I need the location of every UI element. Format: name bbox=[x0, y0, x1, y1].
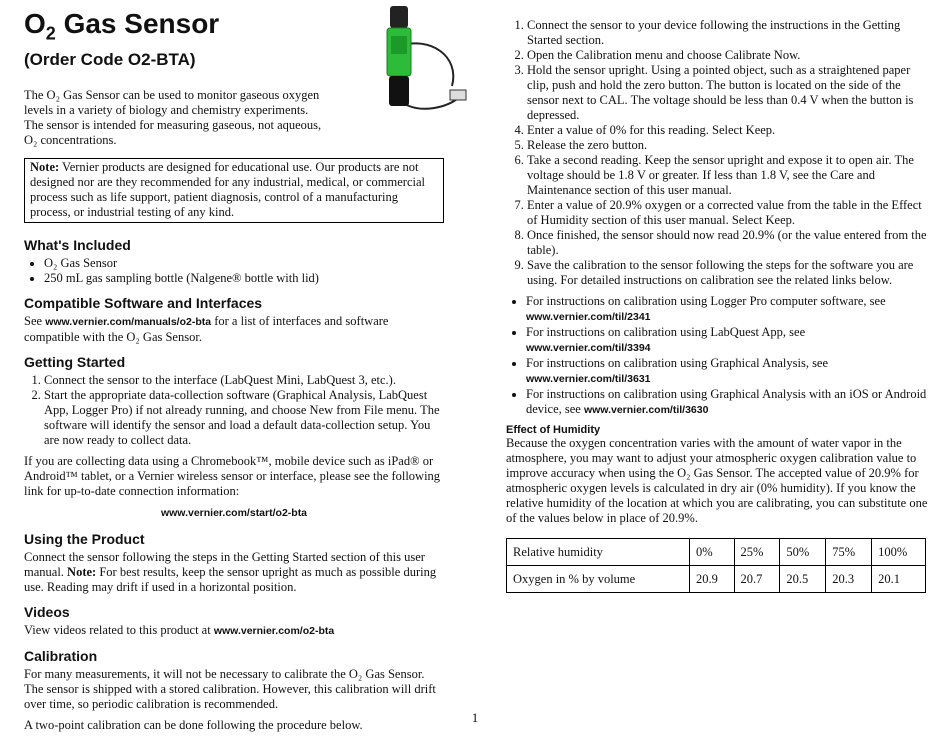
list-item: 3. Hold the sensor upright. Using a pointed object, such as a straightened paper clip, push and hold the zero button. The button is located on the side of the sensor next to CAL. The voltage should be less than 0.4 V when the button is depressed. bbox=[527, 63, 928, 123]
right-column bbox=[506, 18, 928, 593]
order-code: (Order Code O2-BTA) bbox=[24, 49, 196, 69]
section-heading: What's Included bbox=[24, 236, 131, 253]
til-link[interactable]: www.vernier.com/til/2341 bbox=[526, 311, 651, 323]
videos-link[interactable]: www.vernier.com/o2-bta bbox=[213, 624, 335, 637]
section-heading: Compatible Software and Interfaces bbox=[24, 294, 263, 311]
list-item: 8. Once finished, the sensor should now read 20.9% (or the value entered from the table). bbox=[527, 228, 928, 258]
chromebook-paragraph: If you are collecting data using a Chromebook™, mobile device such as iPad® or Android™ tablet, or a Vernier wireless sensor or interface, please see the following link for up-to-date connection information: bbox=[24, 453, 441, 498]
table-cell: 20.1 bbox=[872, 566, 926, 593]
table-cell: 20.3 bbox=[826, 566, 872, 593]
table-cell: 20.7 bbox=[734, 566, 780, 593]
compatible-section: Compatible Software and Interfaces See www.vernier.com/manuals/o2-bta for a list of interfaces and software compatible with the O₂ Gas Sensor. bbox=[24, 295, 444, 345]
list-item: • O₂ Gas Sensor bbox=[44, 256, 444, 271]
list-item: • For instructions on calibration using Graphical Analysis with an iOS or Android device, see www.vernier.com/til/3630 bbox=[526, 387, 928, 418]
page-title: $O_2$ Gas Sensor bbox=[24, 8, 220, 44]
list-item: • For instructions on calibration using LabQuest App, see www.vernier.com/til/3394 bbox=[526, 325, 928, 356]
left-column bbox=[24, 0, 444, 742]
list-item: 7. Enter a value of 20.9% oxygen or a corrected value from the table in the Effect of Humidity section of this user manual. Select Keep. bbox=[527, 198, 928, 228]
til-link[interactable]: www.vernier.com/til/3631 bbox=[526, 373, 651, 385]
page-number: 1 bbox=[471, 710, 479, 725]
list-item: 9. Save the calibration to the sensor following the steps for the software you are using. For detailed instructions on calibration see the related links below. bbox=[527, 258, 928, 288]
getting-started-steps bbox=[24, 373, 444, 448]
table-row bbox=[507, 566, 926, 593]
table-cell: 100% bbox=[872, 539, 926, 566]
humidity-paragraph: Because the oxygen concentration varies with the amount of water vapor in the atmosphere, you may want to adjust your atmospheric oxygen calibration value to improve accuracy when using the O₂ Gas Sensor. The accepted value of 20.9% for atmospheric oxygen levels is calculated in dry air (0% humidity). If you know the relative humidity of the location at which you are calibrating, you can substitute one of the values below in place of 20.9%. bbox=[506, 436, 928, 525]
getting-started-section bbox=[24, 354, 444, 521]
included-list bbox=[24, 256, 444, 286]
list-item: • For instructions on calibration using Logger Pro computer software, see www.vernier.com/til/2341 bbox=[526, 294, 928, 325]
section-heading: Using the Product bbox=[24, 530, 145, 547]
start-link[interactable]: www.vernier.com/start/o2-bta bbox=[160, 506, 308, 519]
humidity-heading: Effect of Humidity bbox=[506, 424, 601, 436]
table-cell: Relative humidity bbox=[507, 539, 690, 566]
table-cell: Oxygen in % by volume bbox=[507, 566, 690, 593]
table-cell: 20.5 bbox=[780, 566, 826, 593]
calibration-section: Calibration For many measurements, it will not be necessary to calibrate the O₂ Gas Sensor. The sensor is shipped with a stored calibration. However, this calibration will drift over time, so periodic calibration is recommended. A two-point calibration can be done following the procedure below. bbox=[24, 648, 444, 733]
list-item: 1. Connect the sensor to your device following the instructions in the Getting Started section. bbox=[527, 18, 928, 48]
manual-link[interactable]: www.vernier.com/manuals/o2-bta bbox=[45, 315, 212, 328]
videos-section: Videos View videos related to this product at www.vernier.com/o2-bta bbox=[24, 604, 444, 639]
humidity-table bbox=[506, 538, 926, 593]
til-link[interactable]: www.vernier.com/til/3394 bbox=[526, 342, 651, 354]
list-item: 2. Start the appropriate data-collection software (Graphical Analysis, LabQuest App, Logger Pro) if not already running, and choose New from File menu. The software will identify the sensor and load a default data-collection setup. You are now ready to collect data. bbox=[44, 388, 444, 448]
calibration-links bbox=[506, 294, 928, 418]
whats-included-section bbox=[24, 237, 444, 286]
table-cell: 20.9 bbox=[690, 566, 735, 593]
section-heading: Videos bbox=[24, 603, 70, 620]
table-cell: 50% bbox=[780, 539, 826, 566]
using-product-section: Using the Product Connect the sensor following the steps in the Getting Started section of this user manual. Note: For best results, keep the sensor upright as much as possible during use. Reading may drift if used in a horizontal position. bbox=[24, 531, 444, 595]
list-item: 6. Take a second reading. Keep the sensor upright and expose it to open air. The voltage should be 1.8 V or greater. If less than 1.8 V, see the Care and Maintenance section of this user manual. bbox=[527, 153, 928, 198]
sensor-photo bbox=[360, 6, 470, 118]
list-item: 4. Enter a value of 0% for this reading. Select Keep. bbox=[527, 123, 928, 138]
intro-paragraph: The O₂ Gas Sensor can be used to monitor gaseous oxygen levels in a variety of biology and chemistry experiments. The sensor is intended for measuring gaseous, not aqueous, O₂ concentrations. bbox=[24, 87, 322, 147]
section-heading: Getting Started bbox=[24, 353, 126, 370]
list-item: 5. Release the zero button. bbox=[527, 138, 928, 153]
list-item: 1. Connect the sensor to the interface (LabQuest Mini, LabQuest 3, etc.). bbox=[44, 373, 444, 388]
table-cell: 0% bbox=[690, 539, 735, 566]
list-item: • For instructions on calibration using Graphical Analysis, see www.vernier.com/til/3631 bbox=[526, 356, 928, 387]
table-cell: 25% bbox=[734, 539, 780, 566]
til-link[interactable]: www.vernier.com/til/3630 bbox=[583, 404, 709, 416]
calibration-steps bbox=[506, 18, 928, 288]
note-box: Note: Vernier products are designed for educational use. Our products are not designed nor are they recommended for any industrial, medical, or commercial process such as life support, patient diagnosis, control of a manufacturing process, or industrial testing of any kind. bbox=[24, 158, 444, 223]
list-item: • 250 mL gas sampling bottle (Nalgene® bottle with lid) bbox=[44, 271, 444, 286]
table-cell: 75% bbox=[826, 539, 872, 566]
list-item: 2. Open the Calibration menu and choose Calibrate Now. bbox=[527, 48, 928, 63]
section-heading: Calibration bbox=[24, 647, 98, 664]
table-row bbox=[507, 539, 926, 566]
